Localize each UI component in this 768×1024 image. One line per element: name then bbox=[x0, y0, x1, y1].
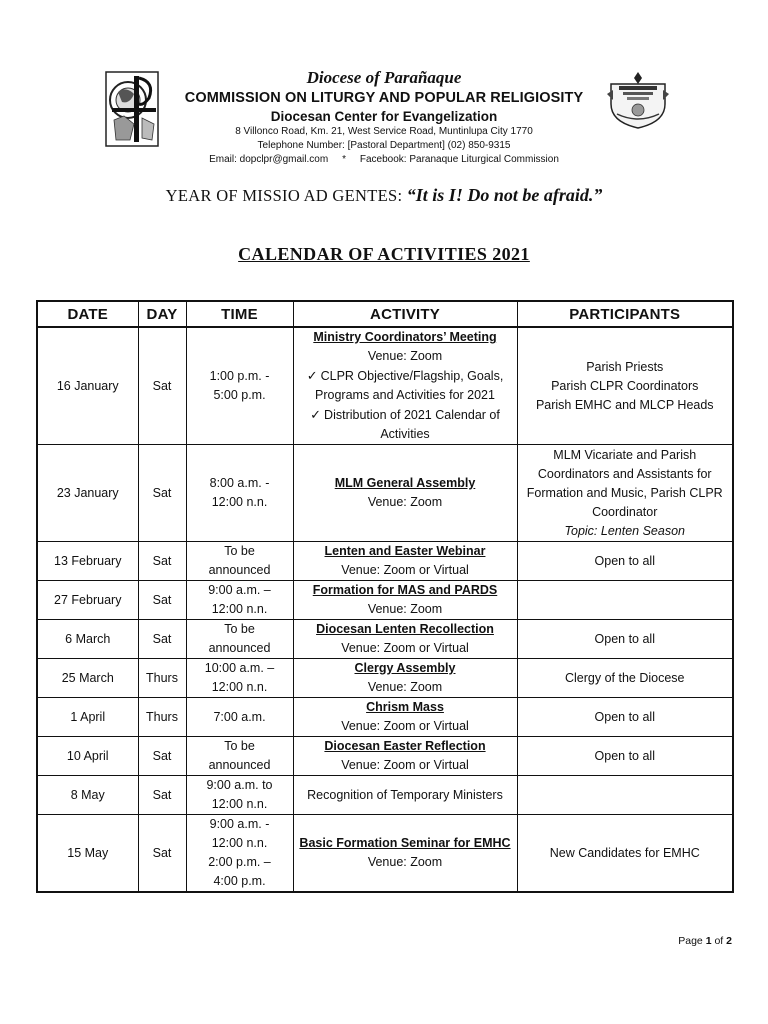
activity-venue: Venue: Zoom or Virtual bbox=[341, 758, 469, 772]
cell-activity bbox=[293, 581, 517, 620]
activity-venue: Venue: Zoom bbox=[367, 349, 443, 363]
cell-date: 1 April bbox=[37, 698, 138, 737]
page-indicator: Page 1 of 2 bbox=[678, 935, 732, 947]
activity-venue: Venue: Zoom or Virtual bbox=[341, 719, 469, 733]
table-row bbox=[37, 737, 733, 776]
activity-title: Diocesan Lenten Recollection bbox=[316, 622, 494, 636]
cell-participants: Clergy of the Diocese bbox=[517, 659, 733, 698]
cell-date: 15 May bbox=[37, 815, 138, 893]
year-label: YEAR OF MISSIO AD GENTES: bbox=[165, 186, 407, 205]
checkmark-icon: ✓ bbox=[310, 407, 322, 422]
cell-time: To be announced bbox=[186, 542, 293, 581]
commission-name: COMMISSION ON LITURGY AND POPULAR RELIGIOSITY bbox=[184, 90, 584, 106]
cell-time: To be announced bbox=[186, 737, 293, 776]
header-time: TIME bbox=[186, 301, 293, 327]
cell-activity bbox=[293, 542, 517, 581]
table-row bbox=[37, 659, 733, 698]
cell-time: 9:00 a.m. - 12:00 n.n. 2:00 p.m. – 4:00 p.m. bbox=[186, 815, 293, 893]
cell-date: 13 February bbox=[37, 542, 138, 581]
cell-time: 9:00 a.m. – 12:00 n.n. bbox=[186, 581, 293, 620]
email: Email: dopclpr@gmail.com bbox=[209, 154, 329, 165]
cell-activity bbox=[293, 445, 517, 542]
activity-title: Ministry Coordinators’ Meeting bbox=[313, 330, 497, 344]
table-row bbox=[37, 542, 733, 581]
header-activity: ACTIVITY bbox=[293, 301, 517, 327]
activity-title: Formation for MAS and PARDS bbox=[312, 583, 498, 597]
table-row bbox=[37, 776, 733, 815]
address: 8 Villonco Road, Km. 21, West Service Road, Muntinlupa City 1770 bbox=[235, 126, 533, 137]
cell-activity bbox=[293, 815, 517, 893]
cell-time: 10:00 a.m. – 12:00 n.n. bbox=[186, 659, 293, 698]
cell-time: 1:00 p.m. - 5:00 p.m. bbox=[186, 327, 293, 445]
cell-activity bbox=[293, 698, 517, 737]
table-row bbox=[37, 581, 733, 620]
cell-date: 6 March bbox=[37, 620, 138, 659]
list-item: ✓ Distribution of 2021 Calendar of Activities bbox=[310, 407, 500, 441]
table-row bbox=[37, 815, 733, 893]
table-header-row bbox=[37, 301, 733, 327]
cell-day: Sat bbox=[138, 737, 186, 776]
activity-title: Recognition of Temporary Ministers bbox=[307, 787, 503, 802]
cell-day: Sat bbox=[138, 542, 186, 581]
header-day: DAY bbox=[138, 301, 186, 327]
cell-time: To be announced bbox=[186, 620, 293, 659]
cell-date: 10 April bbox=[37, 737, 138, 776]
cell-day: Sat bbox=[138, 776, 186, 815]
table-row bbox=[37, 698, 733, 737]
table-row bbox=[37, 620, 733, 659]
cell-participants: Open to all bbox=[517, 698, 733, 737]
table-row bbox=[37, 327, 733, 445]
cell-activity bbox=[293, 327, 517, 445]
cell-participants: Open to all bbox=[517, 737, 733, 776]
cell-participants: Open to all bbox=[517, 620, 733, 659]
activity-venue: Venue: Zoom bbox=[367, 495, 443, 509]
activity-venue: Venue: Zoom bbox=[367, 602, 443, 616]
diocese-name: Diocese of Parañaque bbox=[306, 68, 462, 87]
contact-line bbox=[0, 154, 768, 166]
cell-participants: Parish Priests Parish CLPR Coordinators Parish EMHC and MLCP Heads bbox=[517, 327, 733, 445]
cell-participants: MLM Vicariate and Parish Coordinators and Assistants for Formation and Music, Parish CLPR Coordinator Topic: Lenten Season bbox=[517, 445, 733, 542]
cell-date: 8 May bbox=[37, 776, 138, 815]
activity-venue: Venue: Zoom or Virtual bbox=[341, 641, 469, 655]
calendar-table bbox=[36, 300, 734, 893]
cell-participants: Open to all bbox=[517, 542, 733, 581]
activity-title: MLM General Assembly bbox=[334, 476, 476, 490]
activity-venue: Venue: Zoom or Virtual bbox=[341, 563, 469, 577]
activity-title: Chrism Mass bbox=[366, 700, 444, 714]
page-title: CALENDAR OF ACTIVITIES 2021 bbox=[238, 244, 530, 264]
activity-title: Basic Formation Seminar for EMHC bbox=[299, 836, 511, 850]
cell-date: 27 February bbox=[37, 581, 138, 620]
cell-day: Sat bbox=[138, 445, 186, 542]
activity-venue: Venue: Zoom bbox=[367, 680, 443, 694]
telephone: Telephone Number: [Pastoral Department] (02) 850-9315 bbox=[257, 140, 511, 151]
activity-title: Diocesan Easter Reflection bbox=[324, 739, 486, 753]
cell-activity bbox=[293, 659, 517, 698]
year-theme bbox=[0, 185, 768, 206]
header-date: DATE bbox=[37, 301, 138, 327]
facebook: Facebook: Paranaque Liturgical Commission bbox=[359, 154, 559, 165]
cell-day: Sat bbox=[138, 581, 186, 620]
separator: * bbox=[342, 154, 346, 165]
cell-activity bbox=[293, 776, 517, 815]
cell-time: 8:00 a.m. - 12:00 n.n. bbox=[186, 445, 293, 542]
header-participants: PARTICIPANTS bbox=[517, 301, 733, 327]
cell-day: Sat bbox=[138, 815, 186, 893]
checkmark-icon: ✓ bbox=[306, 368, 318, 383]
cell-date: 16 January bbox=[37, 327, 138, 445]
topic: Topic: Lenten Season bbox=[564, 523, 685, 538]
activity-venue: Venue: Zoom bbox=[367, 855, 443, 869]
center-name: Diocesan Center for Evangelization bbox=[270, 109, 498, 124]
cell-activity bbox=[293, 620, 517, 659]
cell-time: 7:00 a.m. bbox=[186, 698, 293, 737]
activity-title: Clergy Assembly bbox=[354, 661, 456, 675]
cell-day: Sat bbox=[138, 620, 186, 659]
cell-date: 25 March bbox=[37, 659, 138, 698]
cell-date: 23 January bbox=[37, 445, 138, 542]
activity-bullets bbox=[298, 366, 513, 444]
cell-participants: New Candidates for EMHC bbox=[517, 815, 733, 893]
cell-activity bbox=[293, 737, 517, 776]
year-quote: “It is I! Do not be afraid.” bbox=[406, 185, 603, 205]
cell-day: Sat bbox=[138, 327, 186, 445]
cell-day: Thurs bbox=[138, 659, 186, 698]
cell-time: 9:00 a.m. to 12:00 n.n. bbox=[186, 776, 293, 815]
cell-participants bbox=[517, 581, 733, 620]
cell-participants bbox=[517, 776, 733, 815]
table-row bbox=[37, 445, 733, 542]
list-item: ✓ CLPR Objective/Flagship, Goals, Programs and Activities for 2021 bbox=[306, 368, 504, 402]
activity-title: Lenten and Easter Webinar bbox=[324, 544, 486, 558]
cell-day: Thurs bbox=[138, 698, 186, 737]
